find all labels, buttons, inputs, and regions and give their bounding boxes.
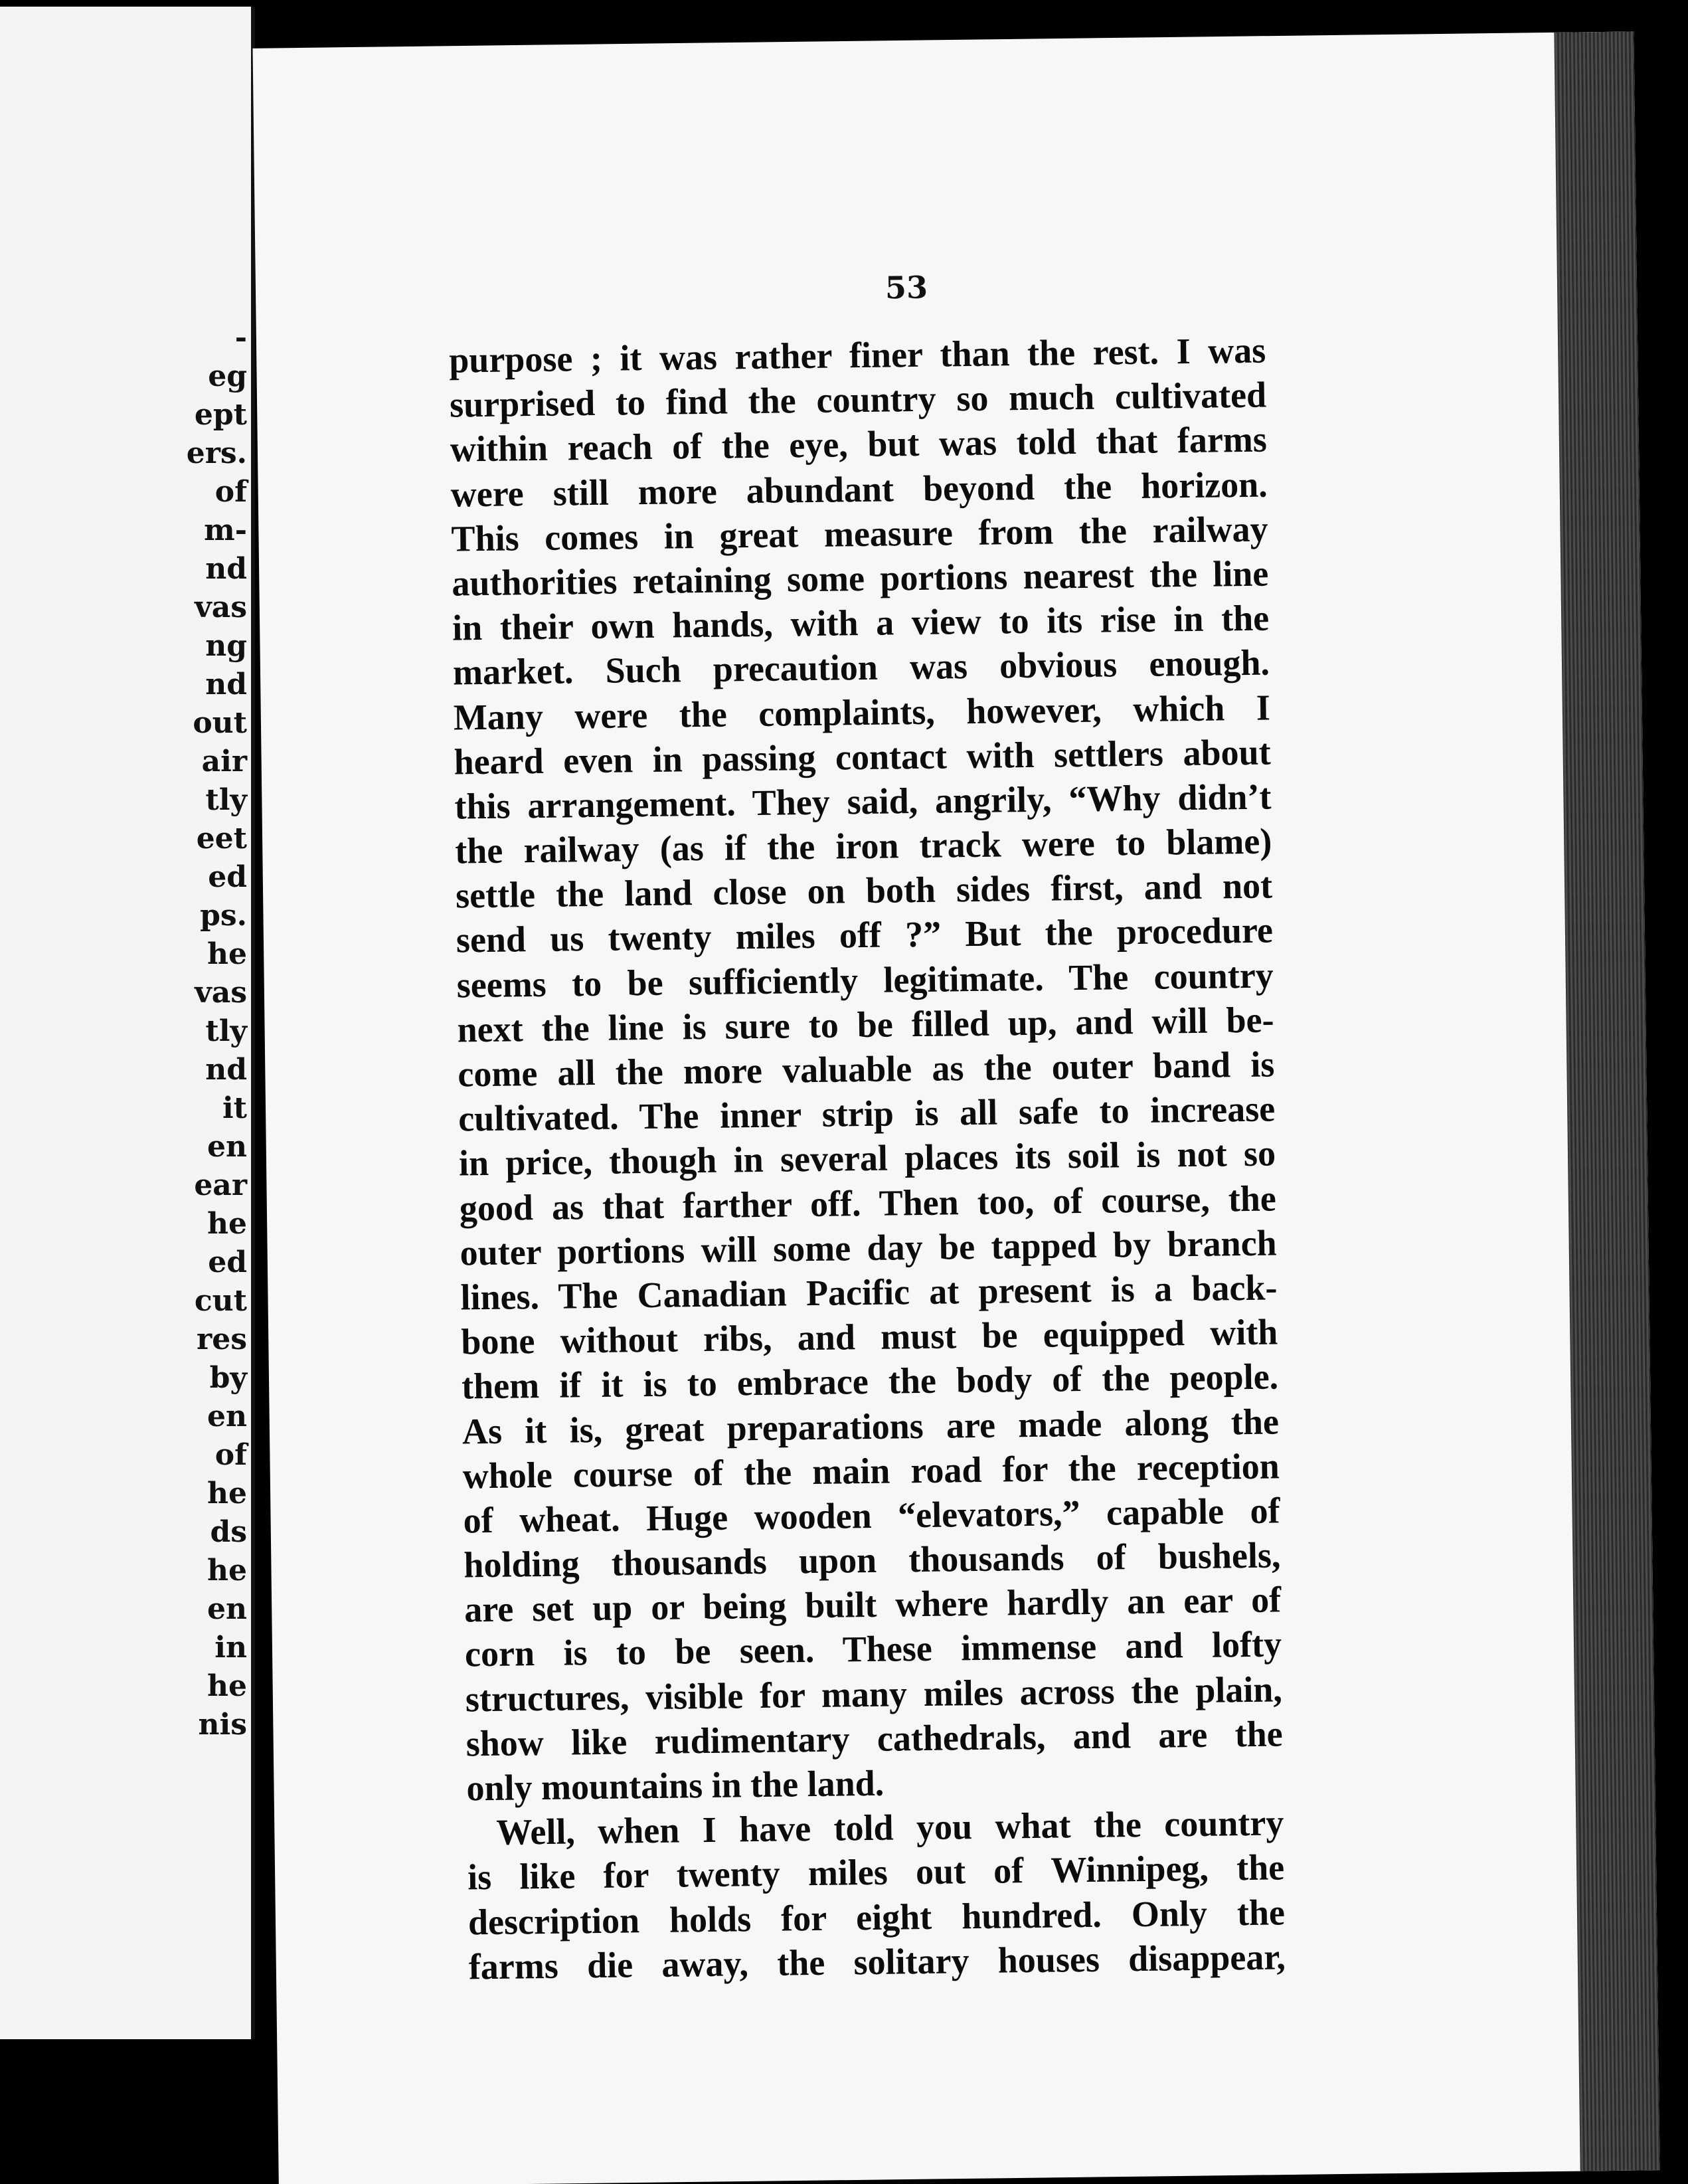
- text-line: Many were the complaints, however, which I: [453, 687, 1271, 738]
- text-line: in price, though in several places its soil is not so: [458, 1133, 1276, 1184]
- text-line: send us twenty miles off ?” But the procedure: [456, 909, 1274, 961]
- text-line: corn is to be seen. These immense and lofty: [464, 1623, 1282, 1675]
- text-line: next the line is sure to be filled up, and will be-: [457, 999, 1274, 1050]
- previous-page-line-fragment: he: [207, 937, 247, 971]
- previous-page-line-fragment: ed: [208, 1245, 247, 1279]
- previous-page-line-fragment: of: [214, 1438, 247, 1472]
- previous-page: [0, 7, 255, 2039]
- text-line: market. Such precaution was obvious enough.: [452, 642, 1270, 693]
- text-line: within reach of the eye, but was told that farms: [450, 418, 1268, 470]
- text-line: the railway (as if the iron track were to blame): [454, 820, 1272, 871]
- text-line: of wheat. Huge wooden “elevators,” capable of: [463, 1490, 1280, 1541]
- previous-page-line-fragment: cut: [194, 1284, 247, 1318]
- page-number: 53: [885, 269, 928, 306]
- text-line: only mountains in the land.: [466, 1762, 885, 1809]
- previous-page-line-fragment: by: [209, 1361, 247, 1395]
- text-line: Well, when I have told you what the country: [495, 1802, 1284, 1853]
- body-text: [449, 328, 1286, 1989]
- text-line: structures, visible for many miles across the plain,: [465, 1669, 1283, 1720]
- previous-page-line-fragment: nd: [205, 552, 247, 586]
- previous-page-line-fragment: nis: [198, 1708, 247, 1742]
- previous-page-line-fragment: he: [207, 1554, 247, 1588]
- previous-page-line-fragment: ng: [205, 629, 247, 663]
- previous-page-line-fragment: air: [201, 745, 247, 778]
- text-line: is like for twenty miles out of Winnipeg, the: [467, 1847, 1285, 1898]
- text-line: are set up or being built where hardly an ear of: [464, 1579, 1282, 1630]
- previous-page-line-fragment: out: [193, 706, 247, 740]
- previous-page-line-fragment: m-: [204, 513, 247, 547]
- previous-page-line-fragment: tly: [205, 1014, 247, 1048]
- previous-page-line-fragment: tly: [205, 783, 247, 817]
- previous-page-line-fragment: -: [234, 321, 247, 355]
- text-line: settle the land close on both sides first, and not: [455, 865, 1273, 917]
- text-line: cultivated. The inner strip is all safe to increase: [458, 1088, 1276, 1139]
- text-line: heard even in passing contact with settlers about: [454, 731, 1271, 782]
- previous-page-line-fragment: ear: [194, 1168, 247, 1202]
- text-line: in their own hands, with a view to its rise in the: [452, 597, 1270, 648]
- text-line: surprised to find the country so much cultivated: [449, 374, 1267, 426]
- text-line: this arrangement. They said, angrily, “Why didn’t: [454, 776, 1272, 827]
- text-line: come all the more valuable as the outer band is: [458, 1044, 1275, 1095]
- previous-page-line-fragment: nd: [205, 668, 247, 701]
- previous-page-line-fragment: he: [207, 1669, 247, 1703]
- page-edge-shadow: [1554, 31, 1659, 2171]
- previous-page-line-fragment: he: [207, 1207, 247, 1241]
- text-line: authorities retaining some portions nearest the line: [452, 553, 1269, 604]
- text-line: lines. The Canadian Pacific at present is a back-: [460, 1267, 1278, 1318]
- text-line: This comes in great measure from the railway: [451, 508, 1268, 559]
- text-line: show like rudimentary cathedrals, and are the: [465, 1713, 1284, 1764]
- previous-page-line-fragment: en: [207, 1400, 247, 1433]
- previous-page-line-fragment: ds: [210, 1515, 247, 1549]
- previous-page-line-fragment: eet: [196, 822, 247, 856]
- text-line: were still more abundant beyond the horizon.: [450, 464, 1268, 515]
- text-line: good as that farther off. Then too, of course, the: [459, 1178, 1277, 1229]
- previous-page-line-fragment: it: [222, 1091, 247, 1125]
- previous-page-line-fragment: vas: [195, 591, 247, 624]
- text-line: them if it is to embrace the body of the people.: [461, 1356, 1279, 1408]
- previous-page-line-fragment: ps.: [200, 899, 247, 933]
- text-line: bone without ribs, and must be equipped with: [460, 1311, 1278, 1362]
- previous-page-line-fragment: of: [214, 475, 247, 509]
- previous-page-line-fragment: vas: [195, 976, 247, 1010]
- text-line: farms die away, the solitary houses disappear,: [468, 1936, 1286, 1987]
- previous-page-line-fragment: in: [214, 1631, 247, 1665]
- previous-page-line-fragment: ed: [208, 860, 247, 894]
- current-page: [253, 31, 1660, 2184]
- text-line: description holds for eight hundred. Only the: [467, 1891, 1286, 1943]
- text-line: whole course of the main road for the reception: [462, 1445, 1280, 1497]
- previous-page-line-fragment: ept: [194, 398, 247, 432]
- previous-page-line-fragment: ers.: [186, 436, 247, 470]
- previous-page-line-fragment: res: [197, 1322, 247, 1356]
- previous-page-line-fragment: he: [207, 1477, 247, 1510]
- text-line: As it is, great preparations are made along the: [462, 1400, 1280, 1452]
- previous-page-line-fragment: eg: [208, 359, 247, 393]
- text-line: holding thousands upon thousands of bushels,: [464, 1534, 1281, 1586]
- previous-page-text-fragments: [0, 319, 247, 1744]
- text-line: purpose ; it was rather finer than the rest. I was: [448, 329, 1266, 381]
- previous-page-line-fragment: nd: [205, 1053, 247, 1087]
- previous-page-line-fragment: en: [207, 1130, 247, 1164]
- text-line: seems to be sufficiently legitimate. The country: [456, 955, 1274, 1006]
- text-line: outer portions will some day be tapped by branch: [460, 1222, 1277, 1273]
- previous-page-line-fragment: en: [207, 1592, 247, 1626]
